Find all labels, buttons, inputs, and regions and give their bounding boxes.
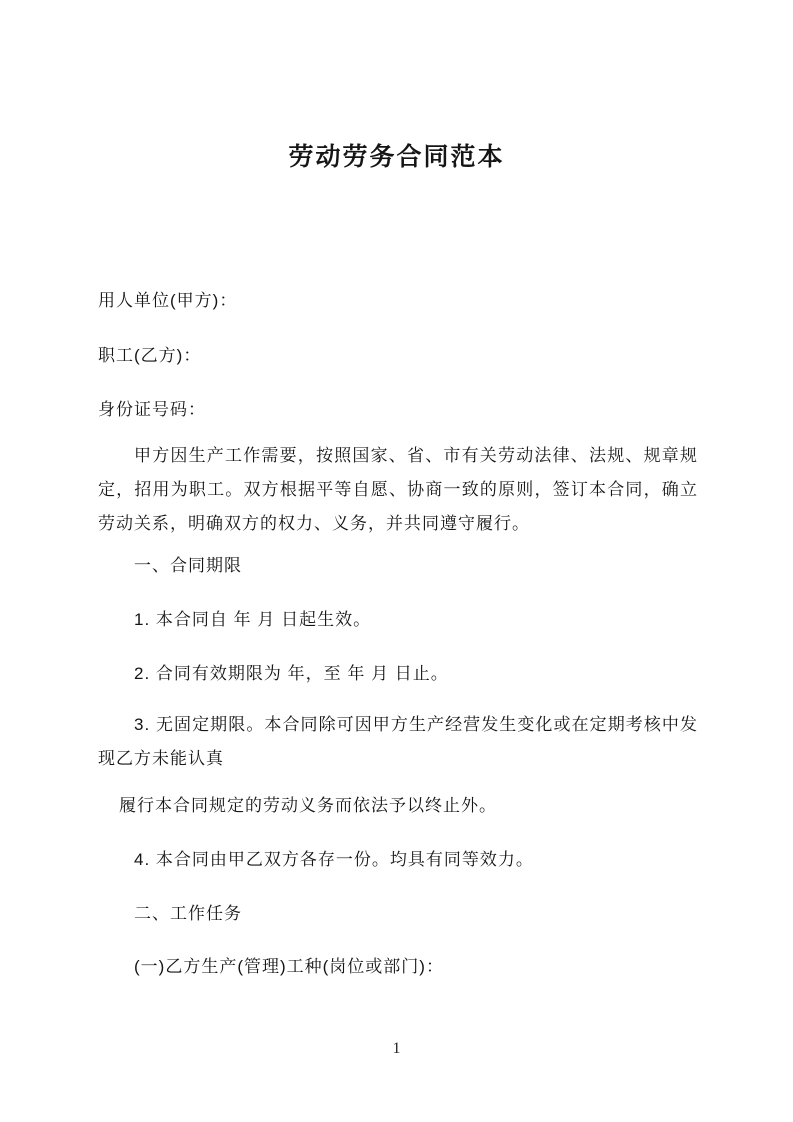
- employer-party-label: 用人单位(甲方)：: [98, 291, 238, 310]
- employee-party-label: 职工(乙方)：: [98, 346, 202, 365]
- id-number-label: 身份证号码：: [98, 400, 206, 419]
- intro-paragraph: 甲方因生产工作需要，按照国家、省、市有关劳动法律、法规、规章规定，招用为职工。双方根据平等自愿、协商一致的原则，签订本合同，确立劳动关系，明确双方的权力、义务，并共同遵守履行。: [98, 446, 698, 533]
- section-1-clause-3-continuation: 履行本合同规定的劳动义务而依法予以终止外。: [119, 796, 497, 815]
- page-number: 1: [392, 1040, 401, 1057]
- section-1-clause-2: 2. 合同有效期限为 年，至 年 月 日止。: [134, 664, 449, 683]
- section-1-heading: 一、合同期限: [134, 556, 242, 575]
- section-1-clause-4: 4. 本合同由甲乙双方各存一份。均具有同等效力。: [134, 850, 534, 869]
- section-2-heading: 二、工作任务: [134, 904, 242, 923]
- section-2-clause-1: (一)乙方生产(管理)工种(岗位或部门)：: [134, 957, 444, 976]
- section-1-clause-1: 1. 本合同自 年 月 日起生效。: [134, 610, 372, 629]
- document-title: 劳动劳务合同范本: [288, 143, 505, 171]
- section-1-clause-3: 3. 无固定期限。本合同除可因甲方生产经营发生变化或在定期考核中发现乙方未能认真: [98, 715, 698, 768]
